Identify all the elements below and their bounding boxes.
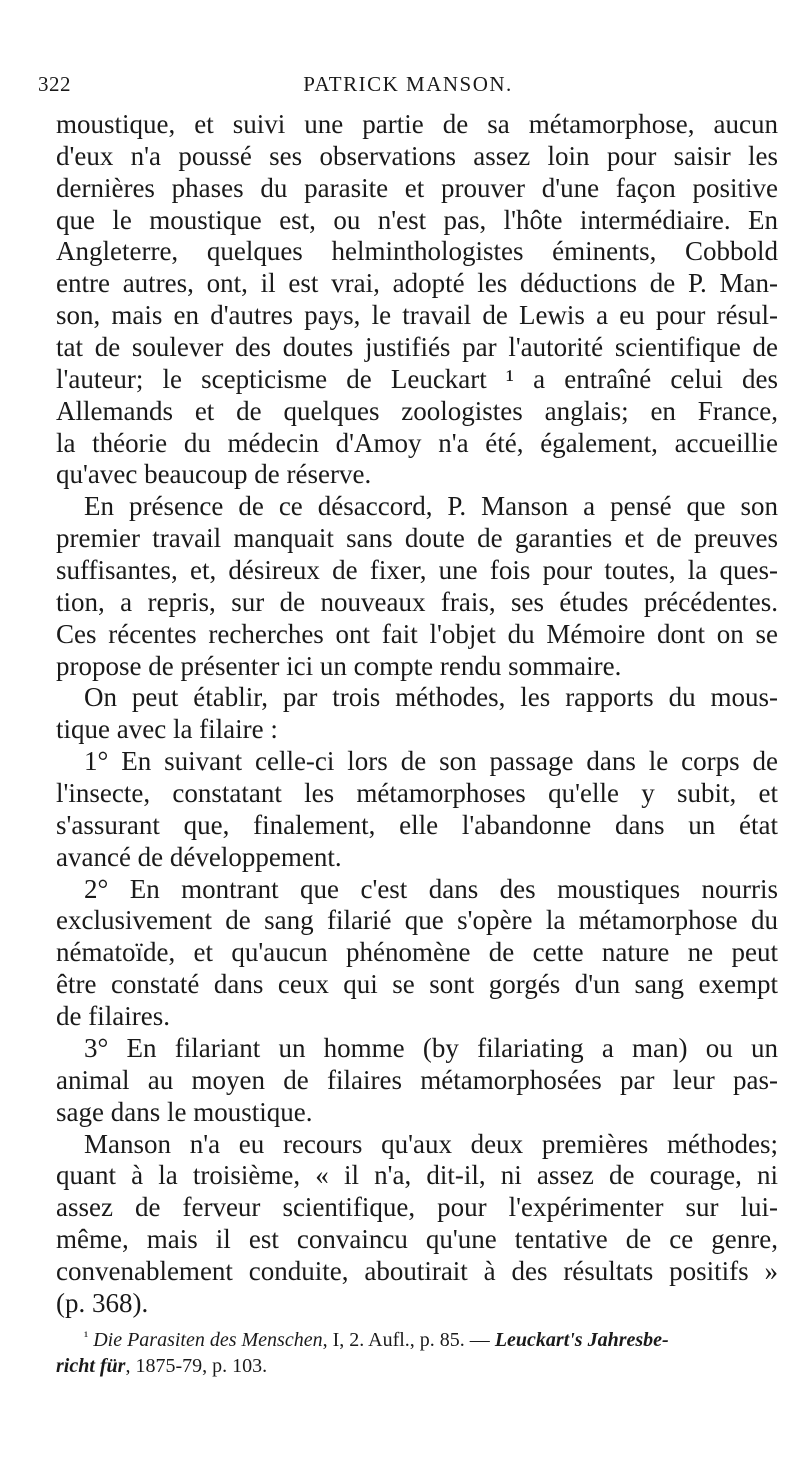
footnote-text: , 1875-79, p. 103. (125, 1355, 268, 1377)
text-line: animal au moyen de filaires métamorphosées par leur pas- (56, 1064, 778, 1095)
text-line: la théorie du médecin d'Amoy n'a été, également, accueillie (56, 427, 778, 458)
text-line: premier travail manquait sans doute de garanties et de preuves (56, 523, 778, 554)
text-line: être constaté dans ceux qui se sont gorgés d'un sang exempt (56, 969, 778, 1000)
running-head (38, 72, 778, 100)
text-line: l'auteur; le scepticisme de Leuckart ¹ a entraîné celui des (56, 363, 778, 394)
text-line: Ces récentes recherches ont fait l'objet du Mémoire dont on se (56, 618, 778, 649)
text-line: son, mais en d'autres pays, le travail de Lewis a eu pour résul- (56, 300, 778, 331)
text-line: En présence de ce désaccord, P. Manson a pensé que son (84, 491, 778, 522)
footnotes (56, 1324, 778, 1380)
text-line: Angleterre, quelques helminthologistes éminents, Cobbold (56, 236, 778, 267)
text-line: 1° En suivant celle-ci lors de son passage dans le corps de (84, 746, 778, 777)
text-line: convenablement conduite, aboutirait à des résultats positifs » (56, 1255, 778, 1286)
text-line: Manson n'a eu recours qu'aux deux premières méthodes; (84, 1128, 778, 1159)
text-line: 3° En filariant un homme (by filariating a man) ou un (84, 1032, 778, 1063)
text-line: même, mais il est convaincu qu'une tentative de ce genre, (56, 1224, 778, 1255)
body-text (56, 109, 778, 1320)
footnote-mark: ¹ (84, 1330, 89, 1345)
text-line: entre autres, ont, il est vrai, adopté les déductions de P. Man- (56, 268, 778, 299)
footnote-title: Leuckart's Jahresbe- (494, 1329, 669, 1351)
text-line: Allemands et de quelques zoologistes anglais; en France, (56, 395, 778, 426)
text-line: quant à la troisième, « il n'a, dit-il, ni assez de courage, ni (56, 1160, 778, 1191)
text-line: avancé de développement. (56, 841, 342, 872)
text-line: tat de soulever des doutes justifiés par l'autorité scientifique de (56, 332, 778, 363)
text-line: nématoïde, et qu'aucun phénomène de cette nature ne peut (56, 937, 778, 968)
text-line: moustique, et suivi une partie de sa métamorphose, aucun (56, 109, 778, 139)
text-line: s'assurant que, finalement, elle l'abandonne dans un état (56, 809, 778, 840)
text-line: suffisantes, et, désireux de fixer, une fois pour toutes, la ques- (56, 555, 778, 586)
text-line: d'eux n'a poussé ses observations assez loin pour saisir les (56, 140, 778, 171)
text-line: On peut établir, par trois méthodes, les rapports du mous- (84, 682, 778, 713)
footnote-line (56, 1352, 778, 1380)
text-line: sage dans le moustique. (56, 1096, 313, 1127)
text-line: assez de ferveur scientifique, pour l'expérimenter sur lui- (56, 1192, 778, 1223)
text-line: 2° En montrant que c'est dans des moustiques nourris (84, 873, 778, 904)
text-line: de filaires. (56, 1001, 170, 1032)
text-line: propose de présenter ici un compte rendu sommaire. (56, 650, 622, 681)
footnote-title: richt für (56, 1355, 126, 1377)
footnote-title: Die Parasiten des Menschen (93, 1329, 323, 1351)
text-line: tique avec la filaire : (56, 714, 278, 745)
footnote-text: , I, 2. Aufl., p. 85. — (322, 1329, 495, 1351)
text-line: tion, a repris, sur de nouveaux frais, ses études précédentes. (56, 586, 778, 617)
text-line: l'insecte, constatant les métamorphoses qu'elle y subit, et (56, 778, 778, 809)
text-line: (p. 368). (56, 1287, 149, 1318)
text-line: que le moustique est, ou n'est pas, l'hôte intermédiaire. En (56, 204, 778, 235)
text-line: qu'avec beaucoup de réserve. (56, 459, 372, 490)
page-number: 322 (38, 72, 71, 96)
text-line: exclusivement de sang filarié que s'opère la métamorphose du (56, 905, 778, 936)
footnote-line (56, 1324, 778, 1352)
running-title: PATRICK MANSON. (303, 72, 513, 96)
text-line: dernières phases du parasite et prouver d'une façon positive (56, 172, 778, 203)
